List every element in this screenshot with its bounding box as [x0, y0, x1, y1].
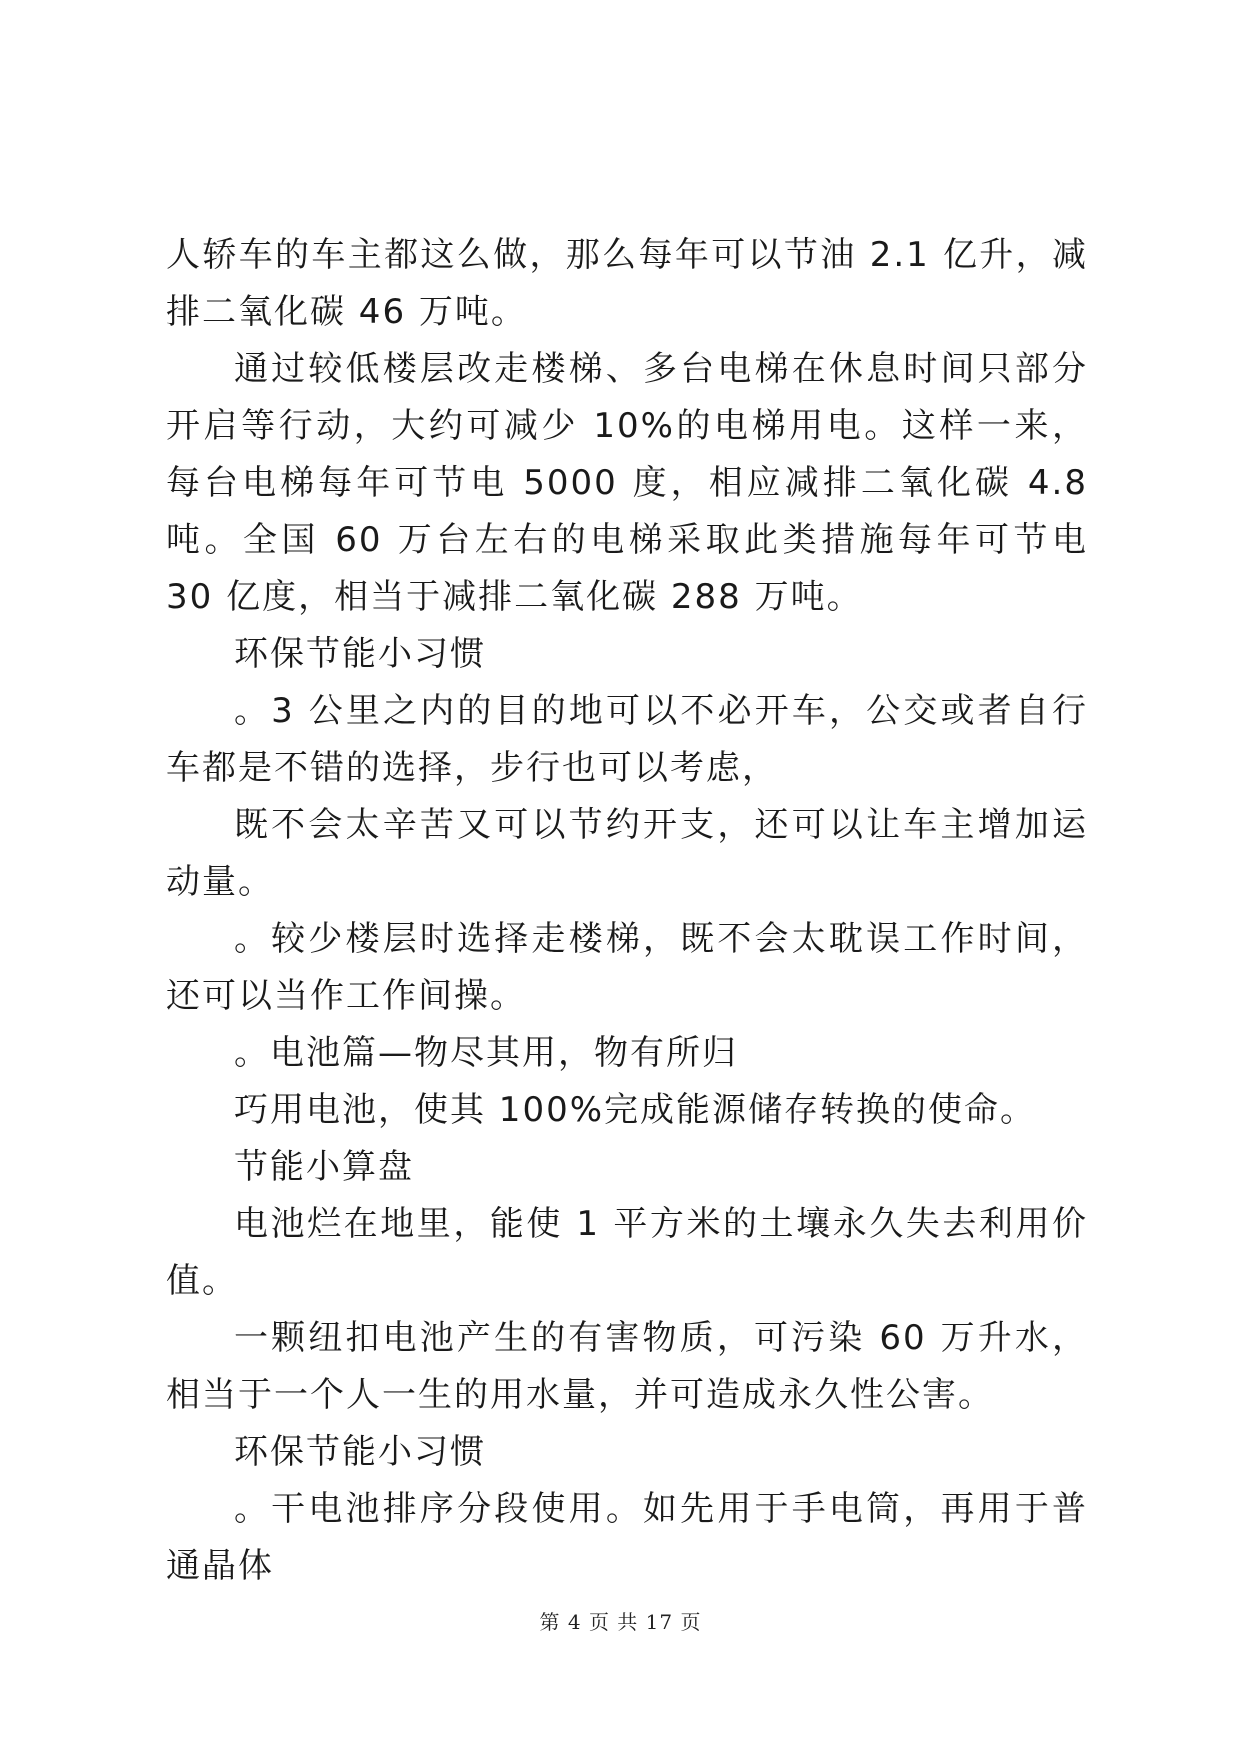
document-body [166, 227, 1088, 1595]
paragraph: 。干电池排序分段使用。如先用于手电筒，再用于普通晶体 [166, 1489, 1088, 1586]
paragraph: 人轿车的车主都这么做，那么每年可以节油 2.1 亿升，减排二氧化碳 46 万吨。 [166, 235, 1088, 332]
paragraph: 。较少楼层时选择走楼梯，既不会太耽误工作时间，还可以当作工作间操。 [166, 919, 1088, 1016]
section-heading: 环保节能小习惯 [234, 634, 486, 674]
paragraph: 通过较低楼层改走楼梯、多台电梯在休息时间只部分开启等行动，大约可减少 10%的电梯用电。这样一来，每台电梯每年可节电 5000 度，相应减排二氧化碳 4.8 吨。全国 60 万台左右的电梯采取此类措施每年可节电 30 亿度，相当于减排二氧化碳 288 万吨。 [166, 349, 1088, 617]
paragraph: 一颗纽扣电池产生的有害物质，可污染 60 万升水，相当于一个人一生的用水量，并可造成永久性公害。 [166, 1318, 1088, 1415]
paragraph: 电池烂在地里，能使 1 平方米的土壤永久失去利用价值。 [166, 1204, 1088, 1301]
section-heading: 节能小算盘 [234, 1147, 414, 1187]
section-heading: 。电池篇—物尽其用，物有所归 [234, 1033, 738, 1073]
page-footer: 第 4 页 共 17 页 [539, 1610, 702, 1634]
section-heading: 环保节能小习惯 [234, 1432, 486, 1472]
paragraph: 。3 公里之内的目的地可以不必开车，公交或者自行车都是不错的选择，步行也可以考虑， [166, 691, 1088, 788]
paragraph: 巧用电池，使其 100%完成能源储存转换的使命。 [234, 1090, 1037, 1130]
paragraph: 既不会太辛苦又可以节约开支，还可以让车主增加运动量。 [166, 805, 1088, 902]
